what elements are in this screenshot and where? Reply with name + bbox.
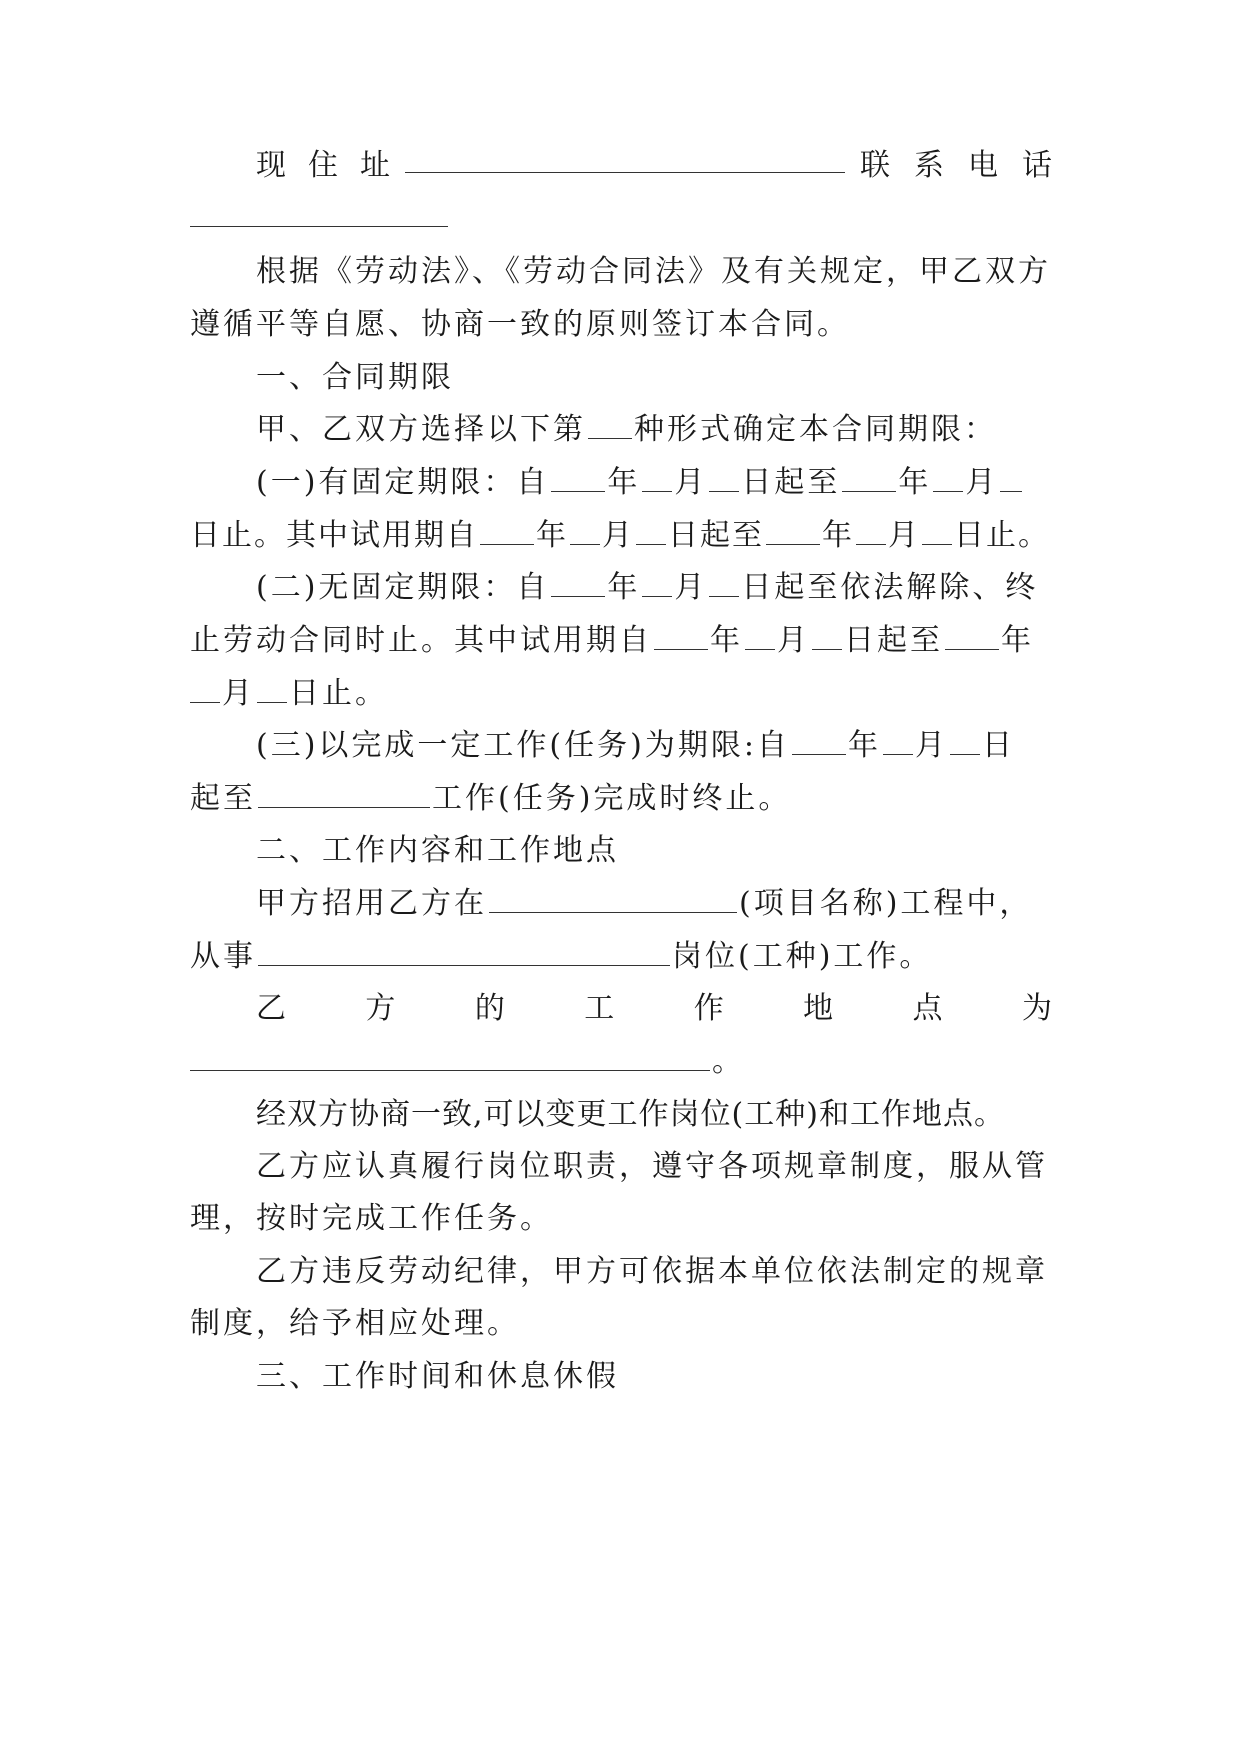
task-term-line: (三)以完成一定工作(任务)为期限:自 年 月 日: [256, 728, 1015, 763]
phone-blank[interactable]: [190, 200, 448, 227]
blank-day[interactable]: [950, 728, 980, 755]
open-term-line-2: 止劳动合同时止。其中试用期自 年 月 日起至 年: [190, 623, 1034, 658]
change-line: 经双方协商一致,可以变更工作岗位(工种)和工作地点。: [256, 1097, 1005, 1132]
fixed-term-line-2: 日止。其中试用期自 年 月 日起至 年 月 日止。: [190, 518, 1050, 553]
blank-day[interactable]: [922, 518, 952, 545]
blank-year[interactable]: [766, 518, 820, 545]
hire-line: 甲方招用乙方在 (项目名称)工程中，: [256, 886, 1033, 921]
section-1-title: 一、合同期限: [256, 360, 454, 395]
section-3-title: 三、工作时间和休息休假: [256, 1359, 619, 1394]
blank-year[interactable]: [551, 465, 605, 492]
task-blank[interactable]: [258, 781, 430, 808]
section-2-title: 二、工作内容和工作地点: [256, 833, 619, 868]
blank-year[interactable]: [551, 570, 605, 597]
position-blank[interactable]: [258, 939, 670, 966]
blank-month[interactable]: [856, 518, 886, 545]
term-type-blank[interactable]: [588, 412, 632, 439]
address-blank[interactable]: [405, 146, 845, 173]
intro-line-1: 根据《劳动法》、《劳动合同法》及有关规定，甲乙双方: [256, 254, 1051, 289]
blank-day[interactable]: [709, 570, 739, 597]
blank-month[interactable]: [570, 518, 600, 545]
duty-line-2: 理，按时完成工作任务。: [190, 1201, 553, 1236]
duty-line-1: 乙方应认真履行岗位职责，遵守各项规章制度，服从管: [256, 1149, 1048, 1184]
blank-month[interactable]: [883, 728, 913, 755]
phone-label: 联 系 电 话: [860, 148, 1052, 183]
blank-year[interactable]: [842, 465, 896, 492]
blank-year[interactable]: [480, 518, 534, 545]
contract-page: [190, 0, 1052, 1754]
blank-year[interactable]: [945, 623, 999, 650]
blank-day[interactable]: [1000, 465, 1022, 492]
task-term-line-2: 起至 工作(任务)完成时终止。: [190, 781, 792, 816]
open-term-line: (二)无固定期限：自 年 月 日起至依法解除、终: [256, 570, 1039, 605]
intro-line-2: 遵循平等自愿、协商一致的原则签订本合同。: [190, 307, 850, 342]
project-name-blank[interactable]: [489, 886, 737, 913]
blank-year[interactable]: [654, 623, 708, 650]
blank-year[interactable]: [792, 728, 846, 755]
blank-month[interactable]: [745, 623, 775, 650]
location-blank-line: 。: [190, 1042, 1052, 1082]
blank-day[interactable]: [636, 518, 666, 545]
blank-month[interactable]: [190, 676, 220, 703]
engage-line: 从事 岗位(工种)工作。: [190, 939, 933, 974]
location-line: 乙 方 的 工 作 地 点 为: [256, 991, 1052, 1026]
location-blank[interactable]: [190, 1044, 710, 1071]
address-phone-line: [256, 146, 1052, 186]
blank-month[interactable]: [642, 465, 672, 492]
phone-blank-line: [190, 198, 1052, 238]
blank-day[interactable]: [257, 676, 287, 703]
blank-month[interactable]: [933, 465, 963, 492]
term-choice-line: 甲、乙双方选择以下第 种形式确定本合同期限：: [256, 412, 997, 447]
fixed-term-line: (一)有固定期限：自 年 月 日起至 年 月: [256, 463, 1052, 503]
violate-line-2: 制度，给予相应处理。: [190, 1306, 520, 1341]
address-label: 现 住 址: [256, 148, 390, 183]
open-term-line-3: 月 日止。: [190, 674, 1052, 714]
violate-line-1: 乙方违反劳动纪律，甲方可依据本单位依法制定的规章: [256, 1254, 1048, 1289]
blank-month[interactable]: [642, 570, 672, 597]
blank-day[interactable]: [709, 465, 739, 492]
blank-day[interactable]: [812, 623, 842, 650]
